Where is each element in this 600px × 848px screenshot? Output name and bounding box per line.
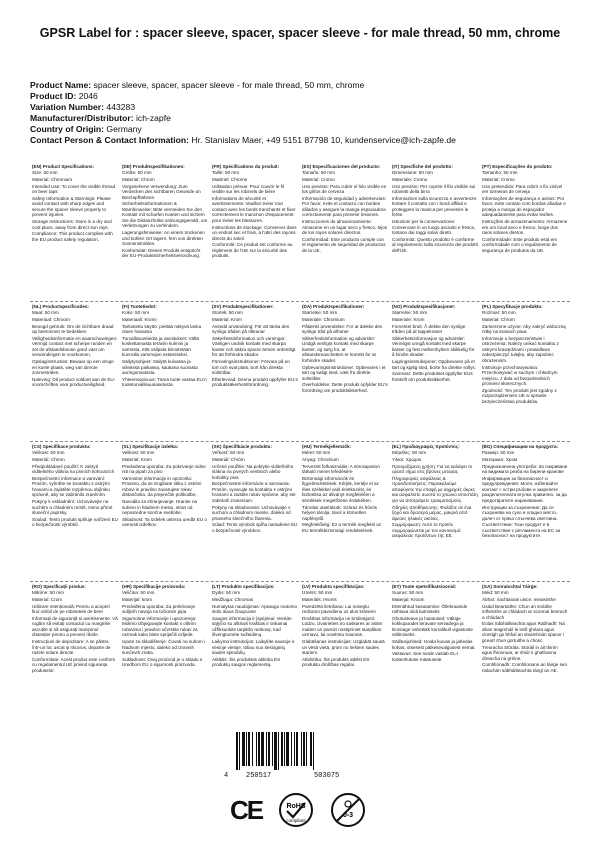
- spec-heading: (LT) Produkto specifikacijos:: [212, 584, 275, 589]
- spec-line: Sikkerhedsinformation og advarsler: Undgå venligst kontakt med skarpe kanter, og sørg for, at afstandsmanchetten er korrekt for at forhindre skader.: [302, 335, 376, 363]
- spec-line: Biztonsági információk és figyelmeztetések: Kérjük, kerülje el az éles szélekkel való érintkezést, és biztosítsa az állványt megfelelően a sérülések megelőzése érdekében.: [302, 475, 379, 503]
- spec-line: Instruções de armazenamento: Armazene em um local seco e fresco, longe dos raios solares diretos.: [482, 219, 568, 236]
- spec-line: Material: Cromo: [302, 176, 335, 182]
- barcode-bar: [256, 732, 257, 766]
- spec-heading: (LV) Produkta specifikācijas:: [302, 584, 365, 589]
- spec-line: Medžiaga: Chromas: [212, 596, 254, 602]
- spec-line: Instrukcje przechowywania: Przechowywać w suchym i chłodnym miejscu, z dala od bezpośrednich promieni słonecznych.: [482, 364, 558, 387]
- spec-block: [120, 304, 210, 441]
- spec-line: Méid: 50 mm: [482, 590, 509, 595]
- spec-line: Lagringsinstruksjoner: Oppbevares på et tørt og kjølig sted, borte fra direkte sollys.: [392, 359, 476, 370]
- spec-line: Intended Use: To cover the visible thread on beer taps: [32, 183, 116, 195]
- spec-line: Predviđena uporaba: Za prekrivanje vidljivih navoja na točionim pipa: [122, 603, 196, 615]
- spec-line: Tarkoitettu käyttö: peittää näkyvä lanka oluen hanassa: [122, 323, 202, 335]
- info-label: Country of Origin:: [30, 124, 104, 134]
- spec-line: Varnostne informacije in opozorila: Prosimo, da se izogibate stiku z ostrimi robovi in pravilno zavarujete rokav distančnika, da preprečite poškodbe.: [122, 475, 202, 498]
- spec-heading: (HR) Specifikacije proizvoda:: [122, 584, 186, 589]
- spec-block: [30, 584, 120, 722]
- spec-line: Dimensione: 50 mm: [392, 170, 433, 175]
- barcode-bar: [286, 732, 289, 766]
- spec-heading: (BG) Спецификации на продукта:: [482, 444, 559, 449]
- barcode-bars: [232, 732, 372, 770]
- spec-line: Taille: 50 mm: [212, 170, 240, 175]
- spec-line: Rozmiar: 50 mm: [482, 310, 516, 315]
- spec-line: Ettenähtud kasutamine: Õllekraanide nähtava niidi katmiseks: [392, 603, 468, 615]
- spec-line: Pokyny k uskladnění: Uchovávejte na suchém a chladném místě, mimo přímé sluneční paprsky.: [32, 499, 113, 516]
- info-row: [30, 91, 590, 102]
- spec-line: Material: Krom: [212, 316, 242, 322]
- spec-line: Material: Chromium: [32, 176, 73, 182]
- spec-line: Maat: 50 mm: [32, 310, 59, 315]
- spec-heading: (FR) Spécifications du produit:: [212, 164, 280, 169]
- spec-line: Bezpečnostní informace a varování: Prosím, vyhněte se kontaktu s ostrými hranami a zajistěte rozpěrnou objímku správně, aby se zabránilo zraněním.: [32, 475, 110, 498]
- spec-block: [390, 164, 480, 301]
- barcode-bar: [274, 732, 277, 770]
- spec-line: Opslaginstructies: Bewaar op een droge en koele plaats, weg van directe zonnestralen.: [32, 359, 114, 376]
- spec-line: Säkerhetsinformation och varningar: Vänligen undvik kontakt med skarpa kanter och säkra spacer ärmen ordentligt för att förhindra skador.: [212, 335, 296, 358]
- spec-line: Safety Information & Warnings: Please avoid contact with sharp edges and secure the spacer sleeve properly to prevent injuries.: [32, 195, 111, 218]
- spec-heading: (EN) Product Specifications:: [32, 164, 95, 169]
- spec-line: Yhteensopivuus: Tämä tuote vastaa EU:n tuoteturvallisuusasetusta.: [122, 376, 207, 388]
- barcode-bar: [313, 732, 314, 770]
- spec-line: Μέγεθος: 50 mm: [392, 450, 427, 455]
- barcode-bar: [246, 732, 247, 766]
- spec-line: Uso previsto: Per coprire il filo visibile sui rubinetti della birra: [392, 183, 476, 195]
- product-info: [30, 80, 590, 146]
- barcode-bar: [268, 732, 270, 766]
- spec-line: Sigurnosne informacije i upozorenja: Molimo izbjegavajte kontakt s oštrim rubovima i pravilno učvrstite rukav za razmak kako biste spriječili ozljede.: [122, 615, 198, 638]
- barcode-bar: [272, 732, 273, 766]
- barcode-bar: [303, 732, 305, 766]
- spec-heading: (CS) Specifikace produktu:: [32, 444, 91, 449]
- spec-line: Vastavus: See toode vastab EL-i tooteohutuse määrusele.: [392, 651, 459, 662]
- barcode-left-digits: 250517: [246, 772, 272, 780]
- spec-line: Säilitusjuhised: Hoida kuivas ja jahedas kohas, otsesest päikesevalgusest eemal.: [392, 639, 476, 650]
- spec-block: [390, 304, 480, 441]
- spec-line: Vorgesehene Verwendung: Zum Verdecken des sichtbaren Gewinde an Bierzapfhähnen: [122, 183, 201, 200]
- spec-heading: (DA) Produktspecifikationer:: [302, 304, 365, 309]
- spec-line: Tamaño: 50 mm: [302, 170, 335, 175]
- info-row: [30, 135, 590, 146]
- barcode-bar: [239, 732, 240, 770]
- spec-heading: (DE) Produktspezifikationen:: [122, 164, 185, 169]
- barcode-bar: [261, 732, 264, 766]
- spec-line: Zamierzone użycie: Aby zakryć widoczną nitkę na kranach piwa: [482, 323, 566, 335]
- spec-line: Størrelse: 50 mm: [302, 310, 338, 315]
- spec-block: [30, 444, 120, 581]
- spec-line: Съответствие: Този продукт е в съответствие с регламента на ЕС за безопасност на продуктите.: [482, 522, 561, 539]
- barcode-bar: [281, 732, 283, 766]
- spec-line: Soulad: Tento produkt splňuje nařízení EU o bezpečnosti výrobků.: [32, 516, 118, 528]
- spec-line: Säilytysohjeet: Säilytä kuivassa ja viileässä paikassa, kaukana suorasta auringonvalosta.: [122, 359, 198, 376]
- spec-line: Určené použitie: Na pokrytie viditeľného vlákna na pivných ventiloch alebo kohútiky piva: [212, 463, 294, 480]
- spec-line: Numatytas naudojimas: Apsaugu matomo siūlo alaus čiaupuose: [212, 603, 298, 615]
- spec-block: [210, 304, 300, 441]
- spec-heading: (SK) Špecifikácie produktu:: [212, 444, 272, 449]
- spec-line: Materiaal: Chroom: [32, 316, 70, 322]
- spec-line: Utilizare intenționată: Pentru a acoperi firul vizibil de pe robinetele de bere: [32, 603, 110, 615]
- spec-line: Conformidade: Este produto está em conformidade com o regulamento de segurança de produtos da UE.: [482, 236, 558, 253]
- spec-line: Storlek: 50 mm: [212, 310, 243, 315]
- spec-heading: (SL) Specifikacije izdelka:: [122, 444, 179, 449]
- spec-line: Размер: 50 mm: [482, 450, 515, 455]
- spec-line: Ohutusteave ja hoiatused: Vältige kokkupuudet teravate servadega ja kinnitage vahetükk korralikult vigastuste vältimiseks.: [392, 615, 473, 638]
- spec-band: [30, 442, 570, 582]
- barcode-lead-digit: 4: [224, 772, 229, 780]
- spec-line: Velikost: 50 mm: [122, 450, 155, 455]
- barcode-bar: [310, 732, 312, 766]
- spec-block: [210, 584, 300, 722]
- spec-line: Méret: 50 mm: [302, 450, 331, 455]
- spec-line: Beoogd gebruik: Om de zichtbare draad op biertonnen te bedekken: [32, 323, 114, 335]
- spec-line: Zgodność: Ten produkt jest zgodny z rozporządzeniem UE w sprawie bezpieczeństwa produktów.: [482, 387, 557, 404]
- spec-heading: (EL) Προδιαγραφές προϊόντος:: [392, 444, 460, 449]
- info-row: [30, 113, 590, 124]
- info-row: [30, 124, 590, 135]
- spec-block: [120, 584, 210, 722]
- spec-line: Materiale: Chromium: [302, 316, 345, 322]
- spec-block: [30, 164, 120, 301]
- spec-line: Conformité: Ce produit est conforme au règlement de l'UE sur la sécurité des produits.: [212, 242, 293, 259]
- spec-heading: (SV) Produktspecifikationer:: [212, 304, 274, 309]
- spec-block: [300, 164, 390, 301]
- spec-line: Materiale: Cromo: [392, 176, 428, 182]
- spec-line: Utilisation prévue: Pour couvrir le fil visible sur les robinets de bière: [212, 183, 284, 195]
- spec-line: Veličina: 50 mm: [122, 590, 155, 595]
- spec-line: Izmērs: 50 mm: [302, 590, 333, 595]
- spec-line: Veľkosť: 50 mm: [212, 450, 245, 455]
- spec-line: Tárolási utasítások: Száraz és hűvös helyen tárolja, távol a közvetlen napfénytől.: [302, 504, 378, 521]
- spec-heading: (RO) Specificații produs:: [32, 584, 86, 589]
- info-value: 2046: [78, 91, 98, 101]
- spec-block: [390, 584, 480, 722]
- spec-block: [210, 164, 300, 301]
- spec-line: Materiał: Chrom: [482, 316, 515, 322]
- spec-line: Paredzētā lietošana: Lai nosegtu redzamo pavedienu uz alus krāniem: [302, 603, 376, 615]
- spec-line: Instrucțiuni de depozitare: A se păstra într-un loc uscat și răcoros, departe de razele solare directe.: [32, 639, 111, 656]
- spec-heading: (NO) Produktspesifikasjoner:: [392, 304, 456, 309]
- spec-line: Istruzioni per la conservazione: Conservare in un luogo asciutto e fresco, lontano dai raggi solari diretti.: [392, 219, 476, 236]
- spec-line: Storage Instructions: Store in a dry and cool place, away from direct sun rays.: [32, 219, 112, 230]
- info-value: ich-zapfe: [136, 113, 171, 123]
- spec-block: [300, 444, 390, 581]
- spec-line: Tamanho: 50 mm: [482, 170, 518, 175]
- spec-heading: (PT) Especificações do produto:: [482, 164, 553, 169]
- spec-line: Material: Cromo: [482, 176, 515, 182]
- spec-line: Megfelelőség: Ez a termék megfelel az EU termékbiztonsági rendeletének.: [302, 522, 382, 533]
- info-label: Variation Number:: [30, 102, 105, 112]
- ce-mark: CE: [230, 794, 263, 825]
- spec-line: Информация за безопасност и предупреждения: Моля, избягвайте контакт с остри ръбове и закрепете разделителната втулка правилно, за да предотвратите наранявания.: [482, 475, 567, 503]
- spec-line: Skladnost: Ta izdelek ustreza uredbi EU o varnosti izdelkov.: [122, 516, 207, 528]
- spec-line: Dydis: 50 mm: [212, 590, 241, 595]
- rohs-sub: compliant: [286, 818, 306, 823]
- info-value: Germany: [106, 124, 142, 134]
- spec-line: Conformidad: Este producto cumple con el reglamento de seguridad de productos de la UE.: [302, 236, 386, 253]
- spec-line: Informazioni sulla sicurezza e avvertenze: Evitare il contatto con i bordi affilati e proteggere la manica per prevenire le ferite.: [392, 195, 478, 218]
- spec-line: Materiaali: Kromi: [122, 316, 157, 322]
- page-title: GPSR Label for : spacer sleeve, spacer, spacer sleeve - for male thread, 50 mm, chrome: [39, 26, 561, 40]
- spec-block: [120, 444, 210, 581]
- spec-block: [300, 584, 390, 722]
- spec-band: [30, 162, 570, 302]
- barcode-bar: [248, 732, 250, 766]
- spec-line: Uso previsto: Para cubrir el hilo visible en los grifos de cerveza: [302, 183, 387, 195]
- barcode-bar: [258, 732, 260, 766]
- spec-line: Материал: Хром: [482, 456, 518, 462]
- spec-block: [390, 444, 480, 581]
- spec-line: Upute za skladištenje: Čuvati na suhom i hladnom mjestu, daleko od izravnih sunčevih zraka.: [122, 639, 205, 656]
- spec-line: Material: Chrom: [122, 176, 155, 182]
- spec-line: Laikymo instrukcijos: Laikykite sausoje ir vėsioje vietoje, toliau nuo tiesioginių saulės spindulių.: [212, 639, 295, 656]
- spec-line: Comhlíonadh: Comhlíonann an táirge seo rialachán sábháilteachta táirgí an AE.: [482, 662, 568, 673]
- spec-line: Ábhar: riachtanais uisce: meaisinthe: [482, 596, 556, 602]
- spec-line: Οδηγίες αποθήκευσης: Φυλάξτε σε ένα ξηρό και δροσερό μέρος, μακριά από άμεσες ηλιακές ακτίνες.: [392, 504, 472, 521]
- spec-heading: (ET) Toote spetsifikatsioonid:: [392, 584, 457, 589]
- spec-line: Materiál: Chrom: [32, 456, 65, 462]
- spec-line: Atitiktis: Šis produktas atitinka ES produktų saugos reglamentą.: [212, 656, 281, 668]
- barcode-bar: [266, 732, 267, 766]
- spec-block: [480, 444, 570, 581]
- spec-line: Avsedd användning: För att täcka den synliga tråden på ölkranar: [212, 323, 290, 335]
- spec-line: Mărime: 50 mm: [32, 590, 64, 595]
- spec-block: [480, 584, 570, 722]
- spec-line: Sicherheitsinformationen & Warnhinweise: Bitte vermeiden Sie den Kontakt mit scharfen Kanten und sichern Sie die Distanzhülse ordnungsgemäß, um Verletzungen zu verhindern.: [122, 201, 208, 229]
- age-label: 0-3: [343, 812, 354, 819]
- barcode-right-digits: 503075: [314, 772, 340, 780]
- spec-line: Conformitate: Acest produs este conform cu regulamentul UE privind siguranța produselor.: [32, 656, 116, 673]
- spec-heading: (GA) Sonraíochtaí Táirge:: [482, 584, 538, 589]
- spec-block: [480, 304, 570, 441]
- spec-line: Materiāls: Hroms: [302, 596, 337, 602]
- spec-line: Προοριζόμενη χρήση: Για να καλύψει το ορατό νήμα στις βρύσες μπύρας: [392, 463, 473, 475]
- spec-line: Size: 50 mm: [32, 170, 58, 175]
- spec-line: Informacje o bezpieczeństwie i ostrzeżenia: Należy unikać kontaktu z ostrymi krawędziami i prawidłowo zabezpieczyć tulejkę, aby zapobiec obrażeniom.: [482, 335, 559, 363]
- spec-line: Matériel: Chrome: [212, 176, 248, 182]
- spec-heading: (HU) Termékjellemzők:: [302, 444, 352, 449]
- spec-block: [210, 444, 300, 581]
- spec-line: Инструкции за съхранение: Да се съхранява на сухо и хладно място, далеч от пряка слънчева светлина.: [482, 504, 558, 521]
- info-value: Hr. Stanislav Maer, +49 5151 87798 10, kundenservice@ich-zapfe.de: [191, 135, 456, 145]
- spec-line: Velikost: 50 mm: [32, 450, 65, 455]
- spec-block: [480, 164, 570, 301]
- spec-line: Materijal: krom: [122, 596, 153, 602]
- spec-line: Anyag: Chromium: [302, 456, 339, 462]
- spec-heading: (PL) Specyfikacje produktu:: [482, 304, 543, 309]
- spec-line: Información de seguridad y advertencias: Por favor, evite el contacto con bordes afilados y asegure la manga espaciadora correctamente para prevenir lesiones.: [302, 195, 387, 218]
- age-warning-icon: [330, 792, 366, 828]
- spec-line: Υλικό: Χρώμιο: [392, 456, 422, 462]
- spec-line: Größe: 50 mm: [122, 170, 152, 175]
- spec-line: Turvallisuustiedot ja varoitukset: Vältä koskettamasta teräviin kulmiin ja varmista, että välipala kiinnitetään kunnolla vammojen estämiseksi.: [122, 335, 199, 358]
- spec-line: Veiligheidsinformatie en waarschuwingen: Vermijd contact met scherpe randen en zet de afstandsbouse goed vast om verwondingen te voorkomen.: [32, 335, 118, 358]
- spec-line: Drošības informācija un brīdinājumi: Lūdzu, izvairieties no saskares ar asām malām un pareizi nostipriniet starplikas uzmavu, lai novērstu traumas.: [302, 615, 383, 638]
- specifications-grid: [30, 162, 570, 722]
- barcode-bar: [284, 732, 285, 766]
- spec-line: Eolas Sábháilteachta agus Rabhadh: Ná déan teagmháil le imill ghéara agus cinntigh go bhfuil an sleamhnán spacer i gceart chun gortuithe a chosc.: [482, 621, 565, 643]
- spec-line: Påtænkt anvendelse: For at dække den synlige tråd på ølhaner: [302, 323, 383, 335]
- spec-heading: (ES) Especificaciones del producto:: [302, 164, 381, 169]
- spec-line: Compliance: This product complies with the EU product safety regulation.: [32, 231, 113, 242]
- spec-line: Efterlevnad: Denna produkt uppfyller EU:s produktsäkerhetsförordning.: [212, 376, 298, 388]
- spec-line: Förvaringsinstruktioner: Förvara på en torr och sval plats, bort från direkta solstrålar.: [212, 359, 290, 376]
- spec-line: Atbilstība: Šis produkts atbilst ES produktu drošības regulai.: [302, 656, 370, 668]
- info-label: Product Name:: [30, 80, 92, 90]
- spec-line: Navodila za shranjevanje: Hranite na suhem in hladnem mestu, stran od neposredne sončne svetlobe.: [122, 499, 198, 516]
- spec-line: Συμμόρφωση: Αυτό το προϊόν συμμορφώνεται με τον κανονισμό ασφάλειας προϊόντων της ΕΕ.: [392, 522, 461, 539]
- spec-line: Uso pretendido: Para cobrir o fio visível em torneiras de cerveja: [482, 183, 563, 195]
- spec-line: Material: Krom: [122, 456, 152, 462]
- ean-barcode: [224, 732, 372, 782]
- spec-line: Lagerungshinweise: An einem trockenen und kühlen Ort lagern, fern von direkten Sonnenstrahlen.: [122, 230, 205, 247]
- info-value: spacer sleeve, spacer, spacer sleeve - for male thread, 50 mm, chrome: [93, 80, 365, 90]
- info-value: 443283: [106, 102, 136, 112]
- spec-line: Tervezett felhasználás: A sörcsapokon látható menet lefedésére: [302, 463, 380, 475]
- spec-line: Materjal: Kroom: [392, 596, 425, 602]
- spec-line: Treoracha Stórála: Stóráil in áit thirim agus fhionnuar, ar shiúl ó ghathanna díreacha na gréine.: [482, 644, 558, 661]
- spec-line: Informations de sécurité et avertissements: Veuillez éviter tout contact avec les bords tranchants et fixer correctement le manchon d'espacement pour éviter les blessures.: [212, 195, 296, 223]
- spec-line: Sukladnost: Ovaj proizvod je u skladu s Uredbom EU o sigurnosti proizvoda.: [122, 656, 203, 668]
- rohs-label: RoHS: [286, 803, 306, 810]
- spec-line: Informações de segurança e avisos: Por favor, evite contato com bordas afiadas e proteja a manga do espaçador adequadamente para evitar lesões.: [482, 195, 566, 218]
- spec-line: Conformità: Questo prodotto è conforme al regolamento sulla sicurezza dei prodotti dell'UE.: [392, 236, 478, 253]
- spec-block: [300, 304, 390, 441]
- spec-line: Samsvar: Dette produktet oppfyller EUs forskrift om produktsikkerhet.: [392, 371, 473, 382]
- spec-heading: (IT) Specifiche del prodotto:: [392, 164, 453, 169]
- barcode-bar: [306, 732, 307, 766]
- spec-line: Pokyny na skladovanie: Uchovávajte v suchom a chladnom mieste, ďaleko od priameho slnečného žiarenia.: [212, 504, 291, 521]
- spec-line: Predvidena uporaba: Za pokrivanje vidne niti na pipah za pivo: [122, 463, 206, 475]
- spec-line: Forventet bruk: Å dekke den synlige tråden på øl tappekraner: [392, 323, 466, 335]
- spec-line: Úsáid Beartaithe: Chun an snáithe infheicthe ar chládach ar sconnaí beorach a chlúdach: [482, 603, 568, 620]
- barcode-bar: [278, 732, 279, 770]
- spec-block: [30, 304, 120, 441]
- spec-band: [30, 302, 570, 442]
- spec-line: Konformität: Dieses Produkt entspricht der EU-Produktsicherheitsverordnung.: [122, 247, 201, 259]
- barcode-bar: [252, 732, 253, 766]
- info-label: Contact Person & Contact Information:: [30, 135, 189, 145]
- info-row: [30, 80, 590, 91]
- spec-line: Informații de siguranță și avertismente: Vă rugăm să evitați contactul cu marginile ascuțite și să asigurați manșonul distanțier pentru a preveni rănile.: [32, 615, 118, 638]
- spec-line: Størrelse: 50 mm: [392, 310, 428, 315]
- barcode-bar: [236, 732, 238, 770]
- spec-line: Overholdelse: Dette produkt opfylder EU's forordning om produktsikkerhed.: [302, 382, 388, 393]
- info-label: Manufacturer/Distributor:: [30, 113, 134, 123]
- barcode-bar: [294, 732, 295, 766]
- spec-line: Glabāšanas instrukcijas: Uzglabāt sausā un vēsā vietā, prom no tiešiem saules stariem.: [302, 639, 385, 656]
- rohs-icon: [278, 792, 314, 828]
- spec-line: Предназначена употреба: За покриване на видимата резба на бирени кранове: [482, 463, 568, 475]
- spec-heading: (NL) Productspecificaties:: [32, 304, 89, 309]
- spec-line: Předpokládané použití: K zakrytí viditelného vlákna na pivních kohoutcích: [32, 463, 115, 475]
- spec-line: Materiale: Krom: [392, 316, 425, 322]
- spec-line: Materiál: Chróm: [212, 456, 245, 462]
- barcode-bar: [296, 732, 298, 766]
- info-row: [30, 102, 590, 113]
- barcode-bar: [242, 732, 245, 766]
- spec-line: Material: Crom: [32, 596, 63, 602]
- spec-band: [30, 582, 570, 722]
- spec-heading: (FI) Tuotetiedot:: [122, 304, 157, 309]
- spec-line: Instructions de stockage: Conserver dans un endroit sec et frais, à l'abri des rayons directs du soleil.: [212, 224, 297, 241]
- compliance-logos: [230, 790, 380, 830]
- barcode-bar: [291, 732, 292, 766]
- info-label: Product ID:: [30, 91, 77, 101]
- spec-line: Saugos informacija ir įspėjimai: Venkite sąlyčio su aštriais kraštais ir tinkamai užfiksuokite tarpiklio rankovę, kad išvengtumėte sužeidimų.: [212, 615, 292, 638]
- spec-block: [120, 164, 210, 301]
- spec-line: Súlad: Tento výrobok spĺňa nariadenie EU o bezpečnosti výrobkov.: [212, 522, 298, 533]
- spec-line: Opbevaringsinstruktioner: Opbevares i et tørt og køligt sted, væk fra direkte solstråler.: [302, 364, 386, 381]
- spec-line: Bezpečnostné informácie a varovania: Prosím, vyvarujte sa kontaktu s ostrými hranami a zaistite rukáv správne, aby ste zabránili zraneniam.: [212, 481, 296, 503]
- spec-line: Sikkerhetsinformasjon og advarsler: Vennligst unngå kontakt med skarpe kanter og fest mellomhylsen skikkelig for å hindre skader.: [392, 335, 475, 358]
- spec-line: Naleving: Dit product voldoet aan de EU-voorschriften voor productveiligheid.: [32, 376, 116, 388]
- spec-line: Suurus: 50 mm: [392, 590, 424, 595]
- spec-line: Instrucciones de almacenamiento: Almacene en un lugar seco y fresco, lejos de los rayos solares directos.: [302, 219, 388, 236]
- spec-line: Koko: 50 mm: [122, 310, 150, 315]
- barcode-bar: [301, 732, 302, 766]
- spec-line: Πληροφορίες ασφάλειας & προειδοποιήσεις: Παρακαλούμε αποφύγετε την επαφή με αιχμηρές άκρες και ασφαλίστε σωστά το χιτώνιο αποστάτη για να αποτρέψετε τραυματισμούς.: [392, 475, 478, 503]
